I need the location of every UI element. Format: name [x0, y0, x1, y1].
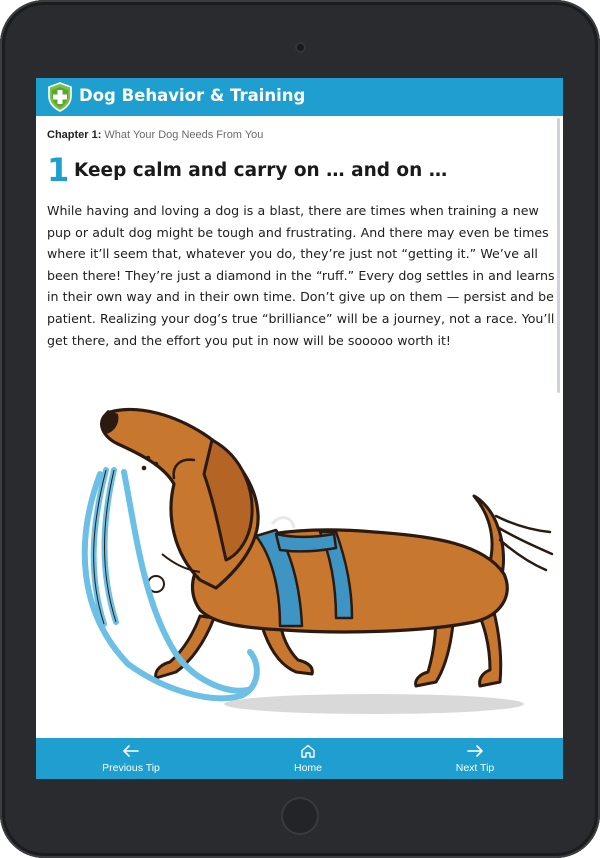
breadcrumb	[47, 129, 263, 141]
next-tip-label: Next Tip	[455, 762, 495, 774]
tip-body-text: While having and loving a dog is a blast, there are times when training a new pup or adult dog might be tough and frustrating. And there may even be times where it’ll seem that, whatever you do, they’re just not “getting it.” We’ve all been there! They’re just a diamond in the “ruff.” Every dog settles in and learns in their own way and in their own time. Don’t give up on them — persist and be patient. Realizing your dog’s true “brilliance” will be a journey, not a race. You’ll get there, and the effort you put in now will be sooooo worth it!	[47, 203, 555, 348]
arrow-left-icon	[122, 744, 140, 758]
previous-tip-button[interactable]	[71, 738, 191, 779]
device-home-button[interactable]	[281, 797, 319, 835]
home-icon	[299, 744, 317, 758]
dachshund-illustration	[44, 404, 556, 734]
app-title: Dog Behavior & Training	[79, 86, 306, 105]
home-label: Home	[293, 762, 322, 774]
camera-icon	[295, 42, 306, 53]
chapter-label: Chapter 1:	[47, 129, 102, 141]
app-screen	[36, 78, 563, 779]
tip-title: Keep calm and carry on … and on …	[74, 160, 448, 181]
tip-content	[36, 116, 563, 738]
shield-cross-icon	[47, 82, 73, 112]
scrollbar[interactable]	[557, 118, 560, 393]
previous-tip-label: Previous Tip	[102, 762, 160, 774]
tip-number: 1	[47, 151, 70, 189]
app-header	[36, 78, 563, 116]
home-button[interactable]	[248, 738, 368, 779]
next-tip-button[interactable]	[415, 738, 535, 779]
bottom-nav	[36, 738, 563, 779]
chapter-name: What Your Dog Needs From You	[104, 129, 264, 141]
arrow-right-icon	[466, 744, 484, 758]
